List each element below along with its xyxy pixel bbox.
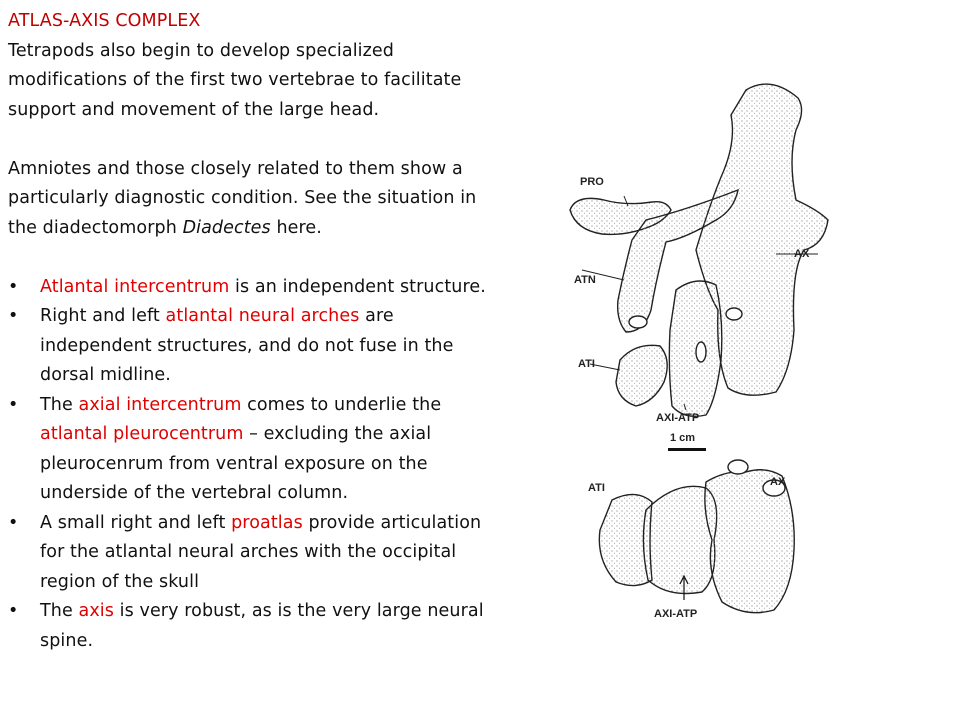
bullet-text: provide articulation for the atlantal neural arches with the occipital region of the skull xyxy=(40,512,482,592)
highlighted-term: axis xyxy=(78,601,114,621)
bullet-dot: • xyxy=(8,276,19,297)
amniote-text: Amniotes and those closely related to them show a particularly diagnostic condition. See the situation in the diadectomorph xyxy=(8,158,477,238)
amniote-text-end: here. xyxy=(270,217,322,238)
bullet-dot: • xyxy=(8,394,19,415)
highlighted-term: axial intercentrum xyxy=(78,394,242,415)
label-ax-bottom: AX xyxy=(770,476,786,488)
slide-title: ATLAS-AXIS COMPLEX xyxy=(8,11,201,31)
label-atn: ATN xyxy=(574,274,596,286)
label-ax-top: AX xyxy=(794,248,810,260)
atlas-axis-figure xyxy=(556,70,846,650)
highlighted-term: proatlas xyxy=(231,512,303,533)
bullet-dot: • xyxy=(8,306,19,326)
bullet-dot: • xyxy=(8,512,19,533)
label-axi-atp-bottom: AXI-ATP xyxy=(654,608,698,620)
bullet-text: The xyxy=(40,601,79,621)
bullet-item xyxy=(8,597,508,656)
label-axi-atp-top: AXI-ATP xyxy=(656,412,700,424)
bullet-text: are independent structures, and do not fuse in the dorsal midline. xyxy=(40,306,454,385)
bullet-text: The xyxy=(40,394,79,415)
label-ati-bottom: ATI xyxy=(588,482,605,494)
bullet-item xyxy=(8,509,508,598)
highlighted-term: Atlantal intercentrum xyxy=(40,276,230,297)
bullet-text: Right and left xyxy=(40,306,166,326)
scale-bar xyxy=(668,448,706,451)
bullet-item xyxy=(8,273,508,303)
label-pro: PRO xyxy=(580,176,604,188)
vertebrae-illustration xyxy=(556,70,846,650)
text-column xyxy=(8,7,508,656)
highlighted-term: atlantal neural arches xyxy=(165,306,360,326)
label-scale: 1 cm xyxy=(670,432,696,444)
bullet-dot: • xyxy=(8,601,19,621)
diadectes-italic: Diadectes xyxy=(182,217,271,238)
highlighted-term: atlantal pleurocentrum xyxy=(40,424,244,444)
label-ati-top: ATI xyxy=(578,358,595,370)
bullet-text: – excluding the axial pleurocenrum from ventral exposure on the underside of the vertebral column. xyxy=(40,424,432,503)
amniote-paragraph xyxy=(8,155,508,244)
atlantal-intercentrum xyxy=(616,345,667,406)
lateral-view xyxy=(570,84,828,416)
ventral-view xyxy=(599,460,794,613)
bullet-item xyxy=(8,302,508,391)
bullet-text: is very robust, as is the very large neural spine. xyxy=(40,601,484,651)
bullet-text: is an independent structure. xyxy=(229,276,486,297)
intro-paragraph: Tetrapods also begin to develop specialized modifications of the first two vertebrae to facilitate support and movement of the large head. xyxy=(8,40,462,120)
bullet-list xyxy=(8,273,508,657)
bullet-item xyxy=(8,391,508,509)
bullet-text: comes to underlie the xyxy=(241,394,442,415)
bullet-text: A small right and left xyxy=(40,512,232,533)
